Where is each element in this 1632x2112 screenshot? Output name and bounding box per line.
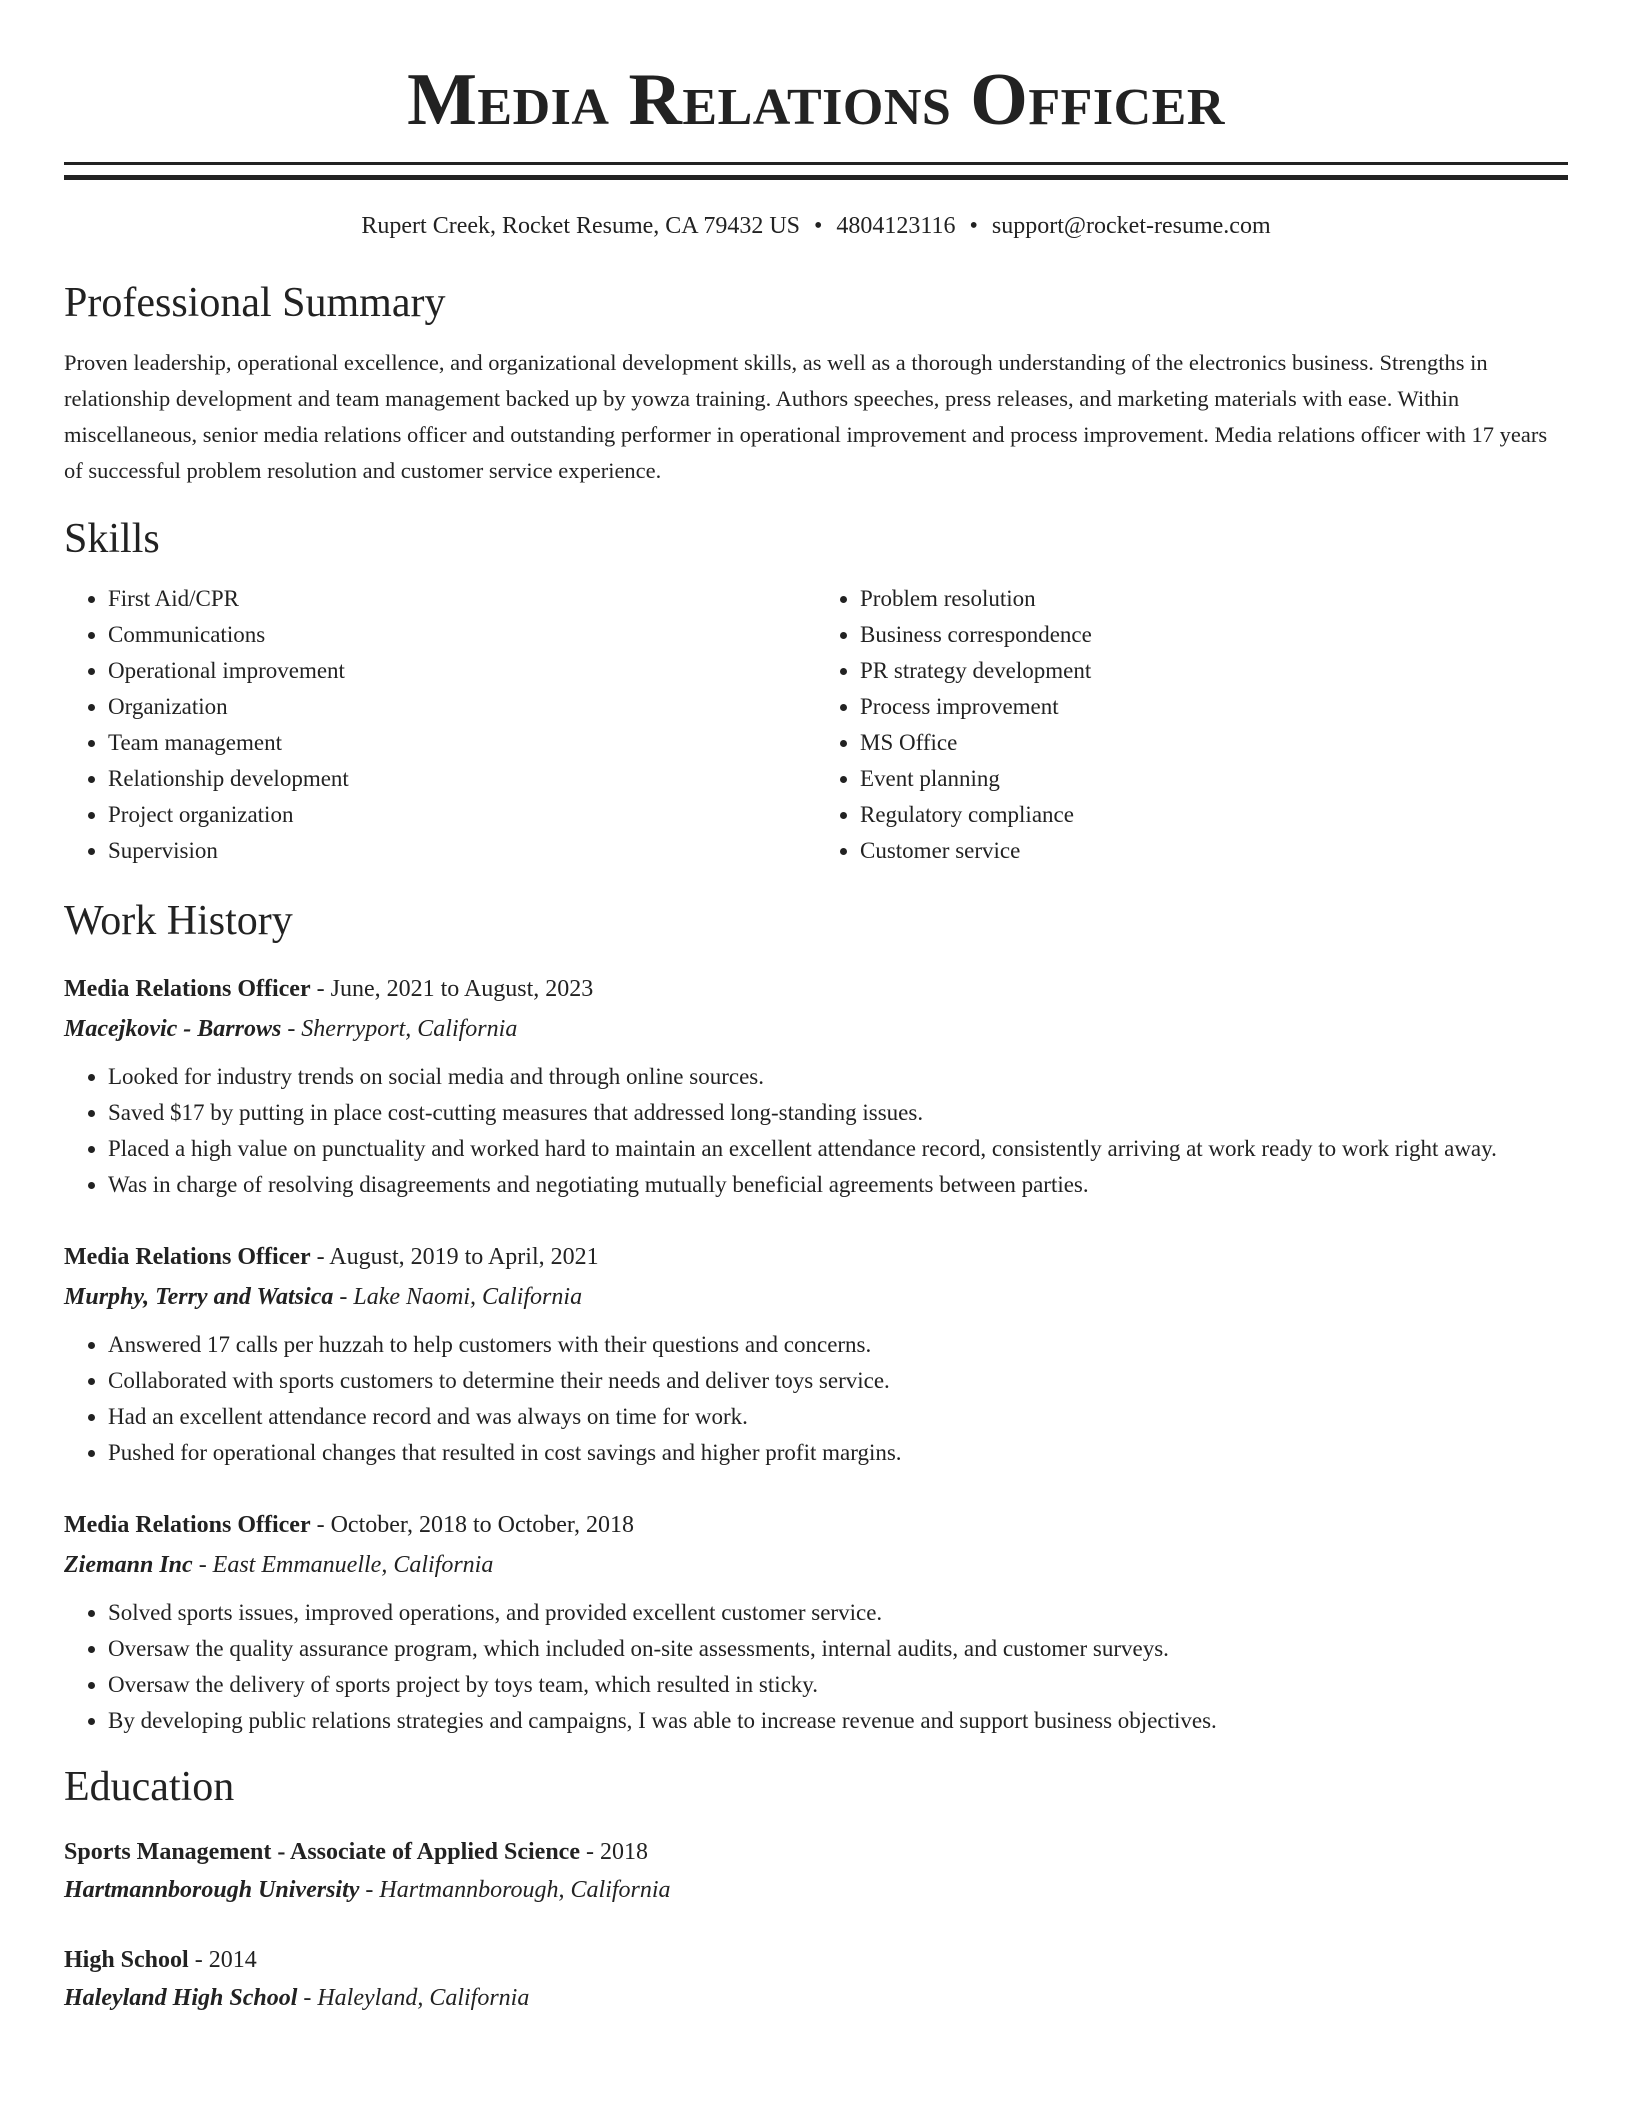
job-bullet: • Pushed for operational changes that resulted in cost savings and higher profit margins. xyxy=(108,1435,1568,1471)
job-title: Media Relations Officer xyxy=(64,1512,311,1538)
job-employer xyxy=(64,1545,1568,1585)
education-school-line xyxy=(64,1979,1568,2017)
job-title: Media Relations Officer xyxy=(64,1244,311,1270)
job-bullet: • Was in charge of resolving disagreements and negotiating mutually beneficial agreements between parties. xyxy=(108,1167,1568,1203)
summary-text: Proven leadership, operational excellence, and organizational development skills, as well as a thorough understanding of the electronics business. Strengths in relationship development and team management backed up by yowza training. Authors speeches, press releases, and marketing materials with ease. Within miscellaneous, senior media relations officer and outstanding performer in operational improvement and process improvement. Media relations officer with 17 years of successful problem resolution and customer service experience. xyxy=(64,350,1548,483)
education-school-line xyxy=(64,1871,1568,1909)
education-entry xyxy=(64,1833,1568,1909)
skill-item: • First Aid/CPR xyxy=(108,581,816,617)
job-employer xyxy=(64,1277,1568,1317)
job-bullet: • Oversaw the quality assurance program, which included on-site assessments, internal audits, and customer surveys. xyxy=(108,1631,1568,1667)
contact-address: Rupert Creek, Rocket Resume, CA 79432 US xyxy=(361,213,800,239)
resume-title: Media Relations Officer xyxy=(407,59,1225,141)
job-dates: - August, 2019 to April, 2021 xyxy=(310,1244,599,1270)
job-entry xyxy=(64,969,1568,1203)
skill-item: • Supervision xyxy=(108,833,816,869)
job-entry xyxy=(64,1237,1568,1471)
skill-item: • Process improvement xyxy=(860,689,1568,725)
work-history-heading: Work History xyxy=(64,898,293,944)
skill-item: • Organization xyxy=(108,689,816,725)
job-employer xyxy=(64,1009,1568,1049)
education-school: Haleyland High School xyxy=(64,1985,298,2011)
skill-item: • Regulatory compliance xyxy=(860,797,1568,833)
contact-separator: • xyxy=(969,213,978,239)
education-degree-line xyxy=(64,1941,1568,1979)
job-bullet: • Had an excellent attendance record and was always on time for work. xyxy=(108,1399,1568,1435)
job-bullets xyxy=(64,1595,1568,1739)
job-bullet: • By developing public relations strategies and campaigns, I was able to increase revenue and support business objectives. xyxy=(108,1703,1568,1739)
education-degree: High School xyxy=(64,1947,189,1973)
skill-item: • Customer service xyxy=(860,833,1568,869)
skill-item: • PR strategy development xyxy=(860,653,1568,689)
skills-list xyxy=(64,581,1568,869)
skills-column-right xyxy=(816,581,1568,869)
job-title: Media Relations Officer xyxy=(64,976,311,1002)
job-entry xyxy=(64,1505,1568,1739)
job-bullet: • Solved sports issues, improved operations, and provided excellent customer service. xyxy=(108,1595,1568,1631)
education-school: Hartmannborough University xyxy=(64,1877,360,1903)
skill-item: • Project organization xyxy=(108,797,816,833)
job-location: - Lake Naomi, California xyxy=(333,1284,583,1310)
job-bullet: • Saved $17 by putting in place cost-cutting measures that addressed long-standing issues. xyxy=(108,1095,1568,1131)
education-entry xyxy=(64,1941,1568,2017)
skill-item: • Operational improvement xyxy=(108,653,816,689)
skill-item: • Problem resolution xyxy=(860,581,1568,617)
job-bullets xyxy=(64,1059,1568,1203)
skill-item: • Team management xyxy=(108,725,816,761)
job-bullet: • Answered 17 calls per huzzah to help customers with their questions and concerns. xyxy=(108,1327,1568,1363)
education-location: - Hartmannborough, California xyxy=(359,1877,671,1903)
education-year: - 2018 xyxy=(579,1839,648,1865)
job-dates: - June, 2021 to August, 2023 xyxy=(310,976,594,1002)
job-company: Murphy, Terry and Watsica xyxy=(64,1284,334,1310)
job-company: Macejkovic - Barrows xyxy=(64,1016,282,1042)
skill-item: • Business correspondence xyxy=(860,617,1568,653)
contact-phone: 4804123116 xyxy=(836,213,956,239)
job-company: Ziemann Inc xyxy=(64,1552,193,1578)
job-header xyxy=(64,969,1568,1009)
contact-email: support@rocket-resume.com xyxy=(991,213,1271,239)
education-heading: Education xyxy=(64,1764,235,1810)
job-bullet: • Collaborated with sports customers to determine their needs and deliver toys service. xyxy=(108,1363,1568,1399)
job-header xyxy=(64,1505,1568,1545)
job-bullet: • Oversaw the delivery of sports project by toys team, which resulted in sticky. xyxy=(108,1667,1568,1703)
skill-item: • Relationship development xyxy=(108,761,816,797)
job-bullets xyxy=(64,1327,1568,1471)
education-location: - Haleyland, California xyxy=(297,1985,530,2011)
job-bullet: • Looked for industry trends on social media and through online sources. xyxy=(108,1059,1568,1095)
title-divider xyxy=(64,162,1568,180)
skill-item: • Communications xyxy=(108,617,816,653)
skill-item: • MS Office xyxy=(860,725,1568,761)
contact-separator: • xyxy=(814,213,823,239)
education-degree-line xyxy=(64,1833,1568,1871)
skill-item: • Event planning xyxy=(860,761,1568,797)
education-year: - 2014 xyxy=(188,1947,257,1973)
skills-heading: Skills xyxy=(64,516,160,562)
summary-heading: Professional Summary xyxy=(64,280,446,326)
job-header xyxy=(64,1237,1568,1277)
contact-line xyxy=(64,210,1568,242)
skills-column-left xyxy=(64,581,816,869)
job-dates: - October, 2018 to October, 2018 xyxy=(310,1512,634,1538)
job-bullet: • Placed a high value on punctuality and worked hard to maintain an excellent attendance record, consistently arriving at work ready to work right away. xyxy=(108,1131,1568,1167)
job-location: - East Emmanuelle, California xyxy=(192,1552,494,1578)
education-degree: Sports Management - Associate of Applied Science xyxy=(64,1839,580,1865)
job-location: - Sherryport, California xyxy=(281,1016,518,1042)
